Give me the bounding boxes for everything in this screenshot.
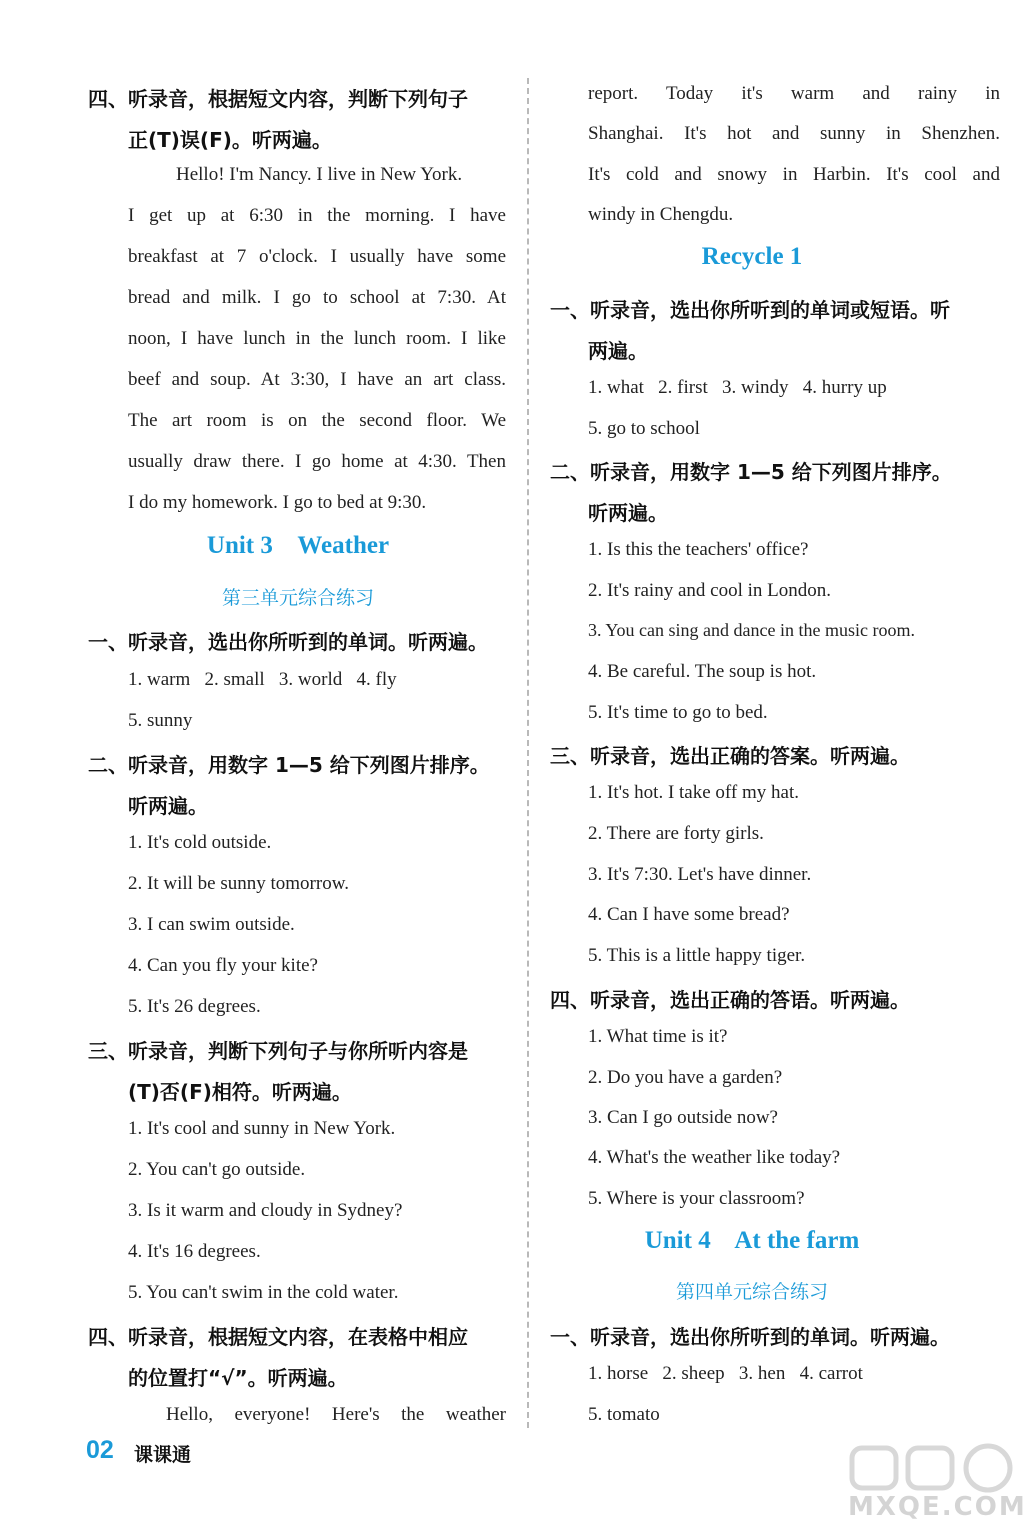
passage-line: Hello! I'm Nancy. I live in New York. xyxy=(176,164,463,185)
u3-s3-item: 1. It's cool and sunny in New York. xyxy=(128,1118,396,1139)
u3-s3-item: 4. It's 16 degrees. xyxy=(128,1241,261,1262)
r-s2-item: 3. You can sing and dance in the music room. xyxy=(588,620,915,640)
unit-4-subheading: 第四单元综合练习 xyxy=(675,1281,828,1303)
watermark-badge-icon xyxy=(838,1440,1024,1500)
u3-section-4-passage: Hello, everyone! Here's the weather xyxy=(166,1404,506,1425)
r-section-2-title: 二、听录音，用数字 1—5 给下列图片排序。 xyxy=(550,460,952,484)
passage-line: I do my homework. I go to bed at 9:30. xyxy=(128,492,427,513)
passage-line: It's cold and snowy in Harbin. It's cool and xyxy=(588,164,1000,185)
u3-s3-item: 5. You can't swim in the cold water. xyxy=(128,1282,399,1303)
passage-line: Shanghai. It's hot and sunny in Shenzhen. xyxy=(588,123,1000,144)
r-section-2-title-cont: 听两遍。 xyxy=(588,501,668,525)
r-s3-item: 1. It's hot. I take off my hat. xyxy=(588,782,799,803)
recycle-1-heading: Recycle 1 xyxy=(701,243,803,270)
u3-section-4-title: 四、听录音，根据短文内容，在表格中相应 xyxy=(88,1325,468,1349)
r-s4-item: 1. What time is it? xyxy=(588,1026,728,1047)
u3-section-1-title: 一、听录音，选出你所听到的单词。听两遍。 xyxy=(88,630,488,654)
u3-s2-item: 5. It's 26 degrees. xyxy=(128,996,261,1017)
r-s3-item: 5. This is a little happy tiger. xyxy=(588,945,806,966)
r-section-3-title: 三、听录音，选出正确的答案。听两遍。 xyxy=(550,744,910,768)
u3-s3-item: 2. You can't go outside. xyxy=(128,1159,306,1180)
u3-s2-item: 1. It's cold outside. xyxy=(128,832,272,853)
passage-line: breakfast at 7 o'clock. I usually have some xyxy=(128,246,506,267)
u3-section-2-title-cont: 听两遍。 xyxy=(128,794,208,818)
passage-line: usually draw there. I go home at 4:30. Then xyxy=(128,451,506,472)
r-s3-item: 3. It's 7:30. Let's have dinner. xyxy=(588,864,812,885)
r-s3-item: 2. There are forty girls. xyxy=(588,823,764,844)
watermark-text: MXQE.COM xyxy=(848,1492,1027,1522)
u3-s2-item: 2. It will be sunny tomorrow. xyxy=(128,873,349,894)
r-section-1-title-cont: 两遍。 xyxy=(588,339,648,363)
u3-section-4-title-cont: 的位置打“√”。听两遍。 xyxy=(128,1366,348,1390)
r-s4-item: 5. Where is your classroom? xyxy=(588,1188,805,1209)
passage-line: beef and soup. At 3:30, I have an art class. xyxy=(128,369,506,390)
unit-3-heading: Unit 3 Weather xyxy=(206,532,390,559)
u3-section-2-title: 二、听录音，用数字 1—5 给下列图片排序。 xyxy=(88,753,490,777)
u4-section-1-words: 5. tomato xyxy=(588,1404,660,1425)
passage-line: bread and milk. I go to school at 7:30. At xyxy=(128,287,506,308)
u3-s2-item: 3. I can swim outside. xyxy=(128,914,295,935)
r-s4-item: 4. What's the weather like today? xyxy=(588,1147,841,1168)
r-s2-item: 1. Is this the teachers' office? xyxy=(588,539,809,560)
u3-section-3-title: 三、听录音，判断下列句子与你所听内容是 xyxy=(88,1039,468,1063)
r-s2-item: 4. Be careful. The soup is hot. xyxy=(588,661,817,682)
r-s4-item: 3. Can I go outside now? xyxy=(588,1107,778,1128)
section-4-title-cont: 正(T)误(F)。听两遍。 xyxy=(128,128,332,152)
r-s2-item: 2. It's rainy and cool in London. xyxy=(588,580,831,601)
watermark-logo xyxy=(838,1440,1027,1530)
passage-line: noon, I have lunch in the lunch room. I like xyxy=(128,328,506,349)
column-divider xyxy=(527,78,529,1428)
r-s4-item: 2. Do you have a garden? xyxy=(588,1067,783,1088)
passage-line: I get up at 6:30 in the morning. I have xyxy=(128,205,506,226)
r-section-1-title: 一、听录音，选出你所听到的单词或短语。听 xyxy=(550,298,950,322)
u3-s2-item: 4. Can you fly your kite? xyxy=(128,955,318,976)
section-4-title: 四、听录音，根据短文内容，判断下列句子 xyxy=(88,87,468,111)
u4-section-1-title: 一、听录音，选出你所听到的单词。听两遍。 xyxy=(550,1325,950,1349)
r-section-4-title: 四、听录音，选出正确的答语。听两遍。 xyxy=(550,988,910,1012)
r-section-1-words: 5. go to school xyxy=(588,418,700,439)
r-section-1-words: 1. what 2. first 3. windy 4. hurry up xyxy=(588,377,887,398)
unit-3-subheading: 第三单元综合练习 xyxy=(221,587,374,609)
page-number: 02 xyxy=(86,1436,114,1464)
passage-line: The art room is on the second floor. We xyxy=(128,410,506,431)
r-s2-item: 5. It's time to go to bed. xyxy=(588,702,768,723)
u3-s3-item: 3. Is it warm and cloudy in Sydney? xyxy=(128,1200,403,1221)
r-s3-item: 4. Can I have some bread? xyxy=(588,904,790,925)
brand-name: 课课通 xyxy=(134,1444,192,1466)
unit-4-heading: Unit 4 At the farm xyxy=(644,1227,860,1254)
u3-section-1-words: 5. sunny xyxy=(128,710,193,731)
u4-section-1-words: 1. horse 2. sheep 3. hen 4. carrot xyxy=(588,1363,863,1384)
u3-section-3-title-cont: (T)否(F)相符。听两遍。 xyxy=(128,1080,352,1104)
passage-line: report. Today it's warm and rainy in xyxy=(588,83,1000,104)
passage-line: windy in Chengdu. xyxy=(588,204,734,225)
u3-section-1-words: 1. warm 2. small 3. world 4. fly xyxy=(128,669,397,690)
